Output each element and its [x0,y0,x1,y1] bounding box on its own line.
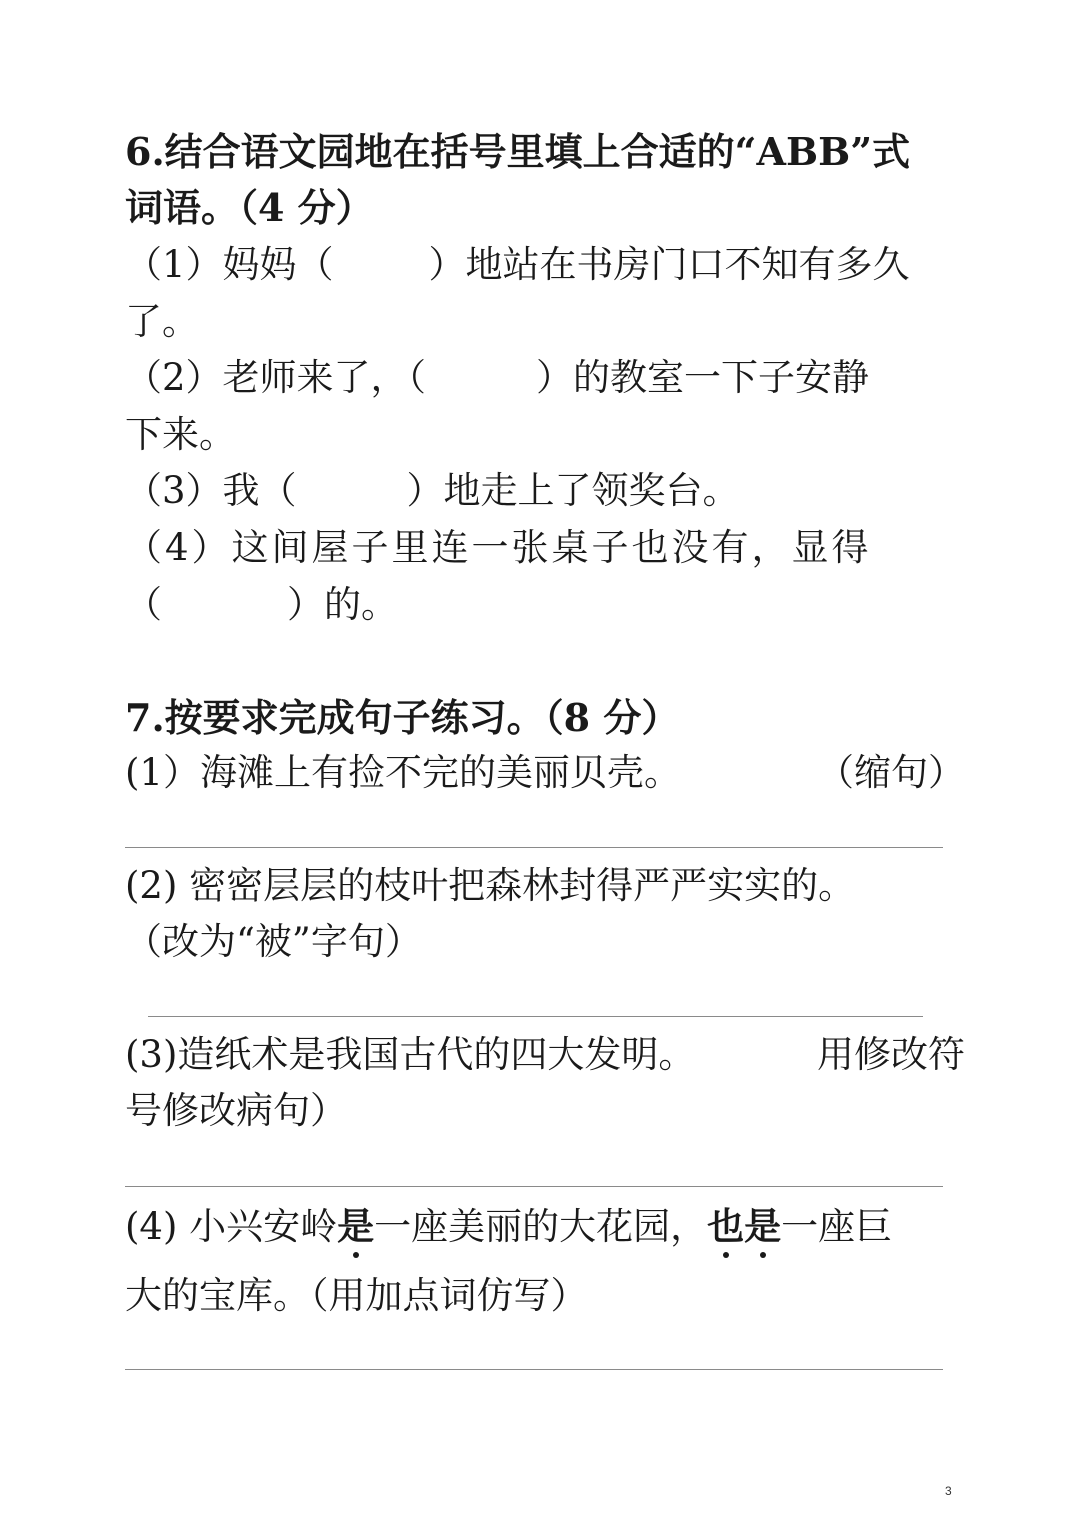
q7-item-3-task: 用修改符 [817,1033,965,1076]
q6-item-1-part-b: ）地站在书房门口不知有多久 [428,243,910,286]
q7-item-1-text: (1）海滩上有捡不完的美丽贝壳。 [125,751,681,794]
q7-title: 7.按要求完成句子练习。（8 分） [125,695,680,740]
q6-item-1 [125,237,965,293]
q6-item-2-part-a: （2）老师来了，（ [125,356,427,399]
q7-item-2-line1: (2) 密密层层的枝叶把森林封得严严实实的。 [125,864,856,907]
q7-item-1-task: （缩句） [817,751,965,794]
q7-item-4-line2: 大的宝库。（用加点词仿写） [125,1274,588,1317]
q6-item-3-part-b: ）地走上了领奖台。 [406,469,740,512]
q6-title-line1: 6.结合语文园地在括号里填上合适的“ABB”式 [125,129,911,174]
page-number: 3 [945,1484,952,1498]
q6-item-2-cont: 下来。 [125,413,236,456]
q7-item-4-part-3: 一座巨 [781,1205,893,1248]
answer-line-3[interactable] [125,1186,943,1187]
q7-item-4-part-2: 一座美丽的大花园， [374,1205,708,1248]
q6-item-2 [125,350,965,406]
q6-item-1-part-a: （1）妈妈（ [125,243,334,286]
q6-item-3-part-a: （3）我（ [125,469,297,512]
q6-item-4-cont [125,577,965,633]
q7-item-4-part-1: (4) 小兴安岭 [125,1205,338,1248]
q6-item-2-part-b: ）的教室一下子安静 [536,356,870,399]
emphasis-dot-word-shi: 是 [337,1204,375,1248]
q7-item-4-line1 [125,1198,965,1255]
answer-line-4[interactable] [125,1369,943,1370]
answer-line-2[interactable] [148,1016,923,1017]
q6-title-line2: 词语。（4 分） [125,185,374,230]
q7-item-3-line2: 号修改病句） [125,1089,347,1132]
emphasis-dot-word-ye: 也 [707,1204,745,1248]
q7-item-2-line2: （改为“被”字句） [125,920,422,963]
q6-item-4: （4）这间屋子里连一张桌子也没有，显得 [125,526,872,569]
q7-item-3-text: (3)造纸术是我国古代的四大发明。 [125,1033,696,1076]
emphasis-dot-word-shi-2: 是 [744,1204,782,1248]
q6-item-4-part-b: （ [125,583,162,626]
answer-line-1[interactable] [125,847,943,848]
q6-item-1-cont: 了。 [125,300,199,343]
q6-item-4-part-c: ）的。 [287,583,398,626]
q7-item-1 [125,745,965,801]
q6-item-3 [125,463,965,519]
q7-item-3 [125,1027,965,1083]
